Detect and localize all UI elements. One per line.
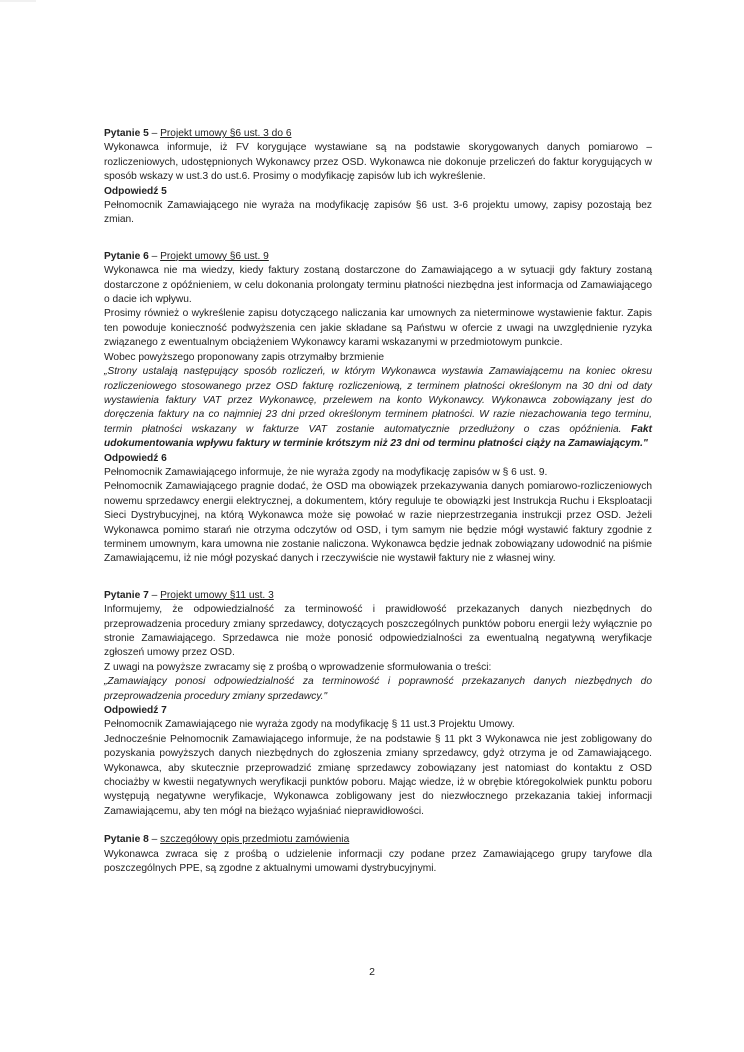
heading-dash: – — [151, 128, 158, 139]
question-label: Pytanie 7 — [104, 589, 149, 601]
document-body — [104, 127, 652, 891]
proposed-clause-text: „Zamawiający ponosi odpowiedzialność za terminowość i poprawność przekazanych danych niezbędnych do przeprowadzenia procedury zmiany sprzedawcy." — [104, 676, 652, 702]
question-label: Pytanie 8 — [104, 834, 149, 846]
question-section-5 — [104, 127, 652, 228]
question-heading — [104, 127, 652, 141]
question-text: Wykonawca zwraca się z prośbą o udzielenie informacji czy podane przez Zamawiającego grupy taryfowe dla poszczególnych PPE, są zgodne z aktualnymi umowami dystrybucyjnymi. — [104, 848, 652, 875]
question-section-7 — [104, 589, 652, 820]
question-label: Pytanie 5 — [104, 128, 149, 139]
answer-text: Pełnomocnik Zamawiającego nie wyraża na modyfikację zapisów §6 ust. 3-6 projektu umowy, zapisy pozostają bez zmian. — [104, 200, 652, 226]
answer-text: Pełnomocnik Zamawiającego informuje, że nie wyraża zgody na modyfikację zapisów w § 6 ust. 9. — [104, 466, 548, 478]
scan-artifact — [0, 0, 36, 2]
heading-dash: – — [151, 250, 158, 262]
question-heading — [104, 589, 652, 603]
question-text: Prosimy również o wykreślenie zapisu dotyczącego naliczania kar umownych za nieterminowe wystawienie faktur. Zapis ten powoduje konieczność podwyższenia cen jakie składane są Państwu w ofercie z uwagi na uwzględnienie ryzyka związanego z ewentualnym obciążeniem Wykonawcy karami wskazanymi w przedmiotowym punkcie. — [104, 308, 652, 349]
question-section-6 — [104, 250, 652, 567]
page-number: 2 — [369, 966, 375, 978]
question-text: Wykonawca nie ma wiedzy, kiedy faktury zostaną dostarczone do Zamawiającego a w sytuacji gdy faktury zostaną dostarczone z opóźnieniem, w celu dokonania prolongaty terminu płatności niezbędna jest informacja od Zamawiającego o dacie ich wpływu. — [104, 265, 652, 306]
question-reference: szczegółowy opis przedmiotu zamówienia — [160, 834, 350, 846]
proposed-clause — [104, 365, 652, 451]
answer-text: Pełnomocnik Zamawiającego pragnie dodać, że OSD ma obowiązek przekazywania danych pomiarowo-rozliczeniowych nowemu sprzedawcy energii elektrycznej, a dokumentem, który reguluje te obowiązki jest Instrukcja Ruchu i Eksploatacji Sieci Dystrybucyjnej, na którą Wykonawca może się powołać w razie nieprzestrzegania instrukcji przez OSD. Jeżeli Wykonawca pomimo starań nie otrzyma odczytów od OSD, i tym samym nie będzie mógł wystawić faktury zgodnie z terminem umownym, kara umowna nie zostanie naliczona. Wykonawca będzie jednak zobowiązany udowodnić na piśmie Zamawiającemu, iż nie mógł pozyskać danych i rzeczywiście nie wystawił faktury nie z własnej winy. — [104, 481, 652, 565]
proposed-clause-text: „Strony ustalają następujący sposób rozliczeń, w którym Wykonawca wystawia Zamawiającemu na koniec okresu rozliczeniowego stosowanego przez OSD fakturę rozliczeniową, z terminem płatności określonym na 30 dni od daty wystawienia faktury VAT przez Wykonawcę, przelewem na konto Wykonawcy. Wykonawca zobowiązany jest do doręczenia faktury na co najmniej 23 dni przed określonym terminem płatności. W razie niezachowania tego terminu, termin płatności wskazany w fakturze VAT zostanie automatycznie przedłużony o czas opóźnienia. — [104, 366, 652, 435]
heading-dash: – — [151, 834, 158, 846]
question-heading — [104, 833, 652, 847]
question-text: Z uwagi na powyższe zwracamy się z prośbą o wprowadzenie sformułowania o treści: — [104, 661, 492, 673]
question-text: Wobec powyższego proponowany zapis otrzymałby brzmienie — [104, 351, 385, 363]
answer-label: Odpowiedź 6 — [104, 452, 167, 464]
proposed-clause-bold: Fakt udokumentowania wpływu faktury w terminie krótszym niż 23 dni od terminu płatności ciąży na Zamawiającym." — [104, 423, 652, 450]
answer-label: Odpowiedź 5 — [104, 185, 167, 197]
answer-text: Pełnomocnik Zamawiającego nie wyraża zgody na modyfikację § 11 ust.3 Projektu Umowy. — [104, 719, 515, 731]
question-text: Wykonawca informuje, iż FV korygujące wystawiane są na podstawie skorygowanych danych pomiarowo – rozliczeniowych, udostępnionych Wykonawcy przez OSD. Wykonawca nie dokonuje przeliczeń do faktur korygujących w sposób wskazy w ust.3 do ust.6. Prosimy o modyfikację zapisów lub ich wykreślenie. — [104, 142, 652, 183]
question-reference: Projekt umowy §6 ust. 9 — [160, 250, 269, 262]
question-label: Pytanie 6 — [104, 250, 149, 262]
question-reference: Projekt umowy §11 ust. 3 — [160, 589, 274, 601]
answer-label: Odpowiedź 7 — [104, 705, 167, 717]
question-heading — [104, 250, 652, 264]
answer-text: Jednocześnie Pełnomocnik Zamawiającego informuje, że na podstawie § 11 pkt 3 Wykonawca nie jest zobligowany do pozyskania powyższych danych niezbędnych do zgłoszenia zmiany sprzedawcy, gdyż otrzyma je od Zamawiającego. Wykonawca, aby skutecznie przeprowadzić zmianę sprzedawcy zobowiązany jest natomiast do kontaktu z OSD chociażby w kwestii negatywnych weryfikacji punktów poboru. Mając wiedze, iż w obrębie któregokolwiek punktu poboru występują negatywne weryfikacje, Wykonawca zobligowany jest do niezwłocznego przekazania takiej informacji Zamawiającemu, aby ten mógł na bieżąco wyjaśniać nieprawidłowości. — [104, 733, 652, 817]
question-section-8 — [104, 833, 652, 876]
question-reference: Projekt umowy §6 ust. 3 do 6 — [160, 128, 292, 139]
question-text: Informujemy, że odpowiedzialność za terminowość i prawidłowość przekazanych danych niezbędnych do przeprowadzenia procedury zmiany sprzedawcy, dotyczących poszczególnych punktów poboru energii leży wyłącznie po stronie Zamawiającego. Sprzedawca nie może ponosić odpowiedzialności za ewentualną negatywną weryfikacje zgłoszeń umowy przez OSD. — [104, 604, 652, 659]
heading-dash: – — [151, 589, 158, 601]
